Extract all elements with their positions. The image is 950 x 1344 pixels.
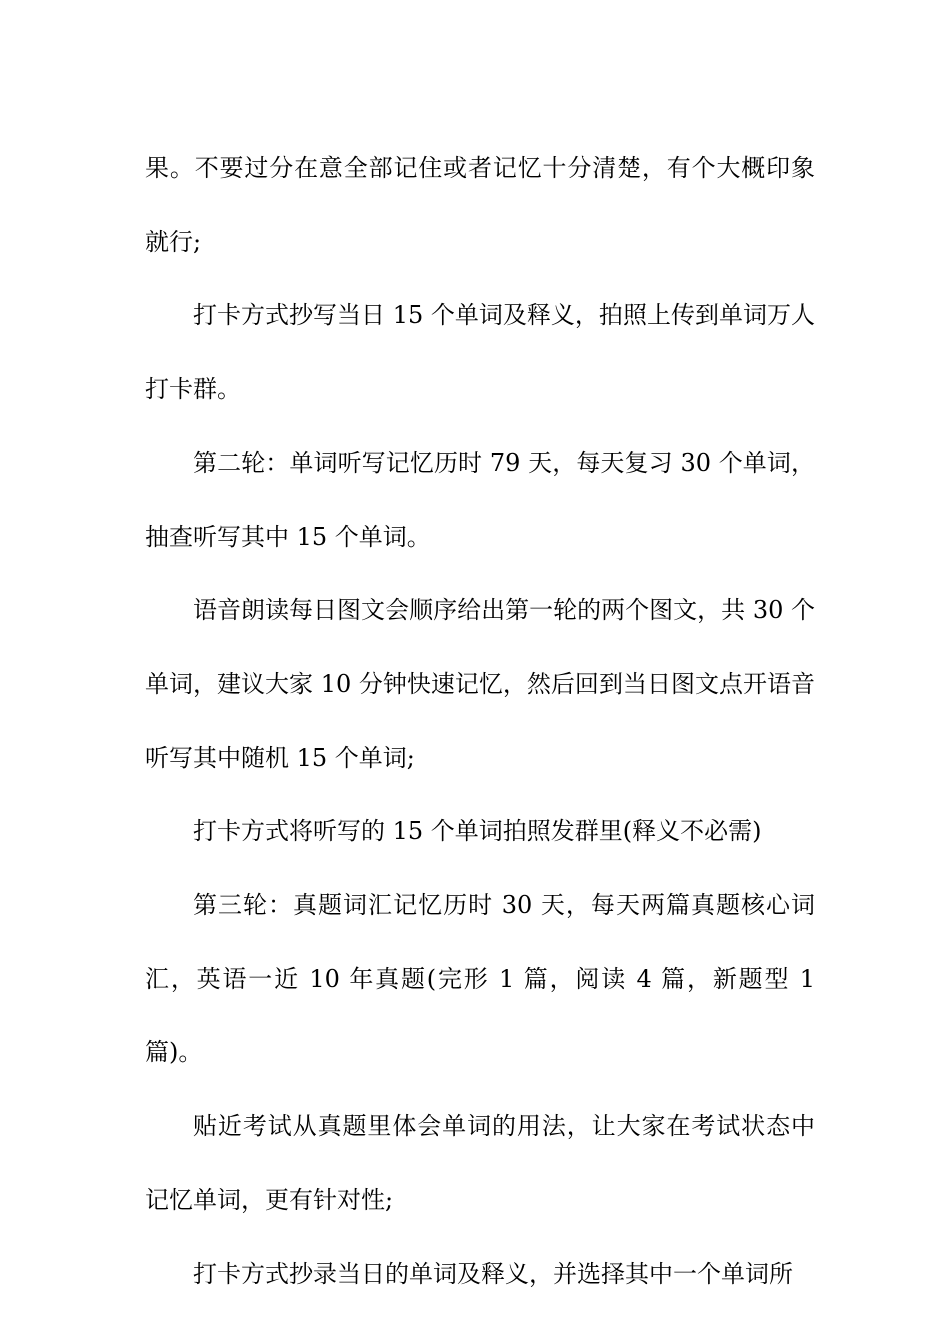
- paragraph: 贴近考试从真题里体会单词的用法，让大家在考试状态中记忆单词，更有针对性;: [145, 1112, 815, 1214]
- paragraph: 第二轮：单词听写记忆历时 79 天，每天复习 30 个单词，抽查听写其中 15 个单词。: [145, 448, 815, 551]
- paragraph: 打卡方式抄录当日的单词及释义，并选择其中一个单词所: [193, 1259, 793, 1288]
- paragraph: 打卡方式抄写当日 15 个单词及释义，拍照上传到单词万人打卡群。: [145, 301, 815, 404]
- paragraph: 第三轮：真题词汇记忆历时 30 天，每天两篇真题核心词汇，英语一近 10 年真题(完形 1 篇，阅读 4 篇，新题型 1 篇)。: [145, 891, 815, 1067]
- document-body: [145, 132, 815, 1311]
- paragraph: 语音朗读每日图文会顺序给出第一轮的两个图文，共 30 个单词，建议大家 10 分钟快速记忆，然后回到当日图文点开语音听写其中随机 15 个单词;: [145, 596, 815, 772]
- paragraph: 打卡方式将听写的 15 个单词拍照发群里(释义不必需): [193, 817, 762, 846]
- paragraph-continuation: 果。不要过分在意全部记住或者记忆十分清楚，有个大概印象就行;: [145, 154, 815, 256]
